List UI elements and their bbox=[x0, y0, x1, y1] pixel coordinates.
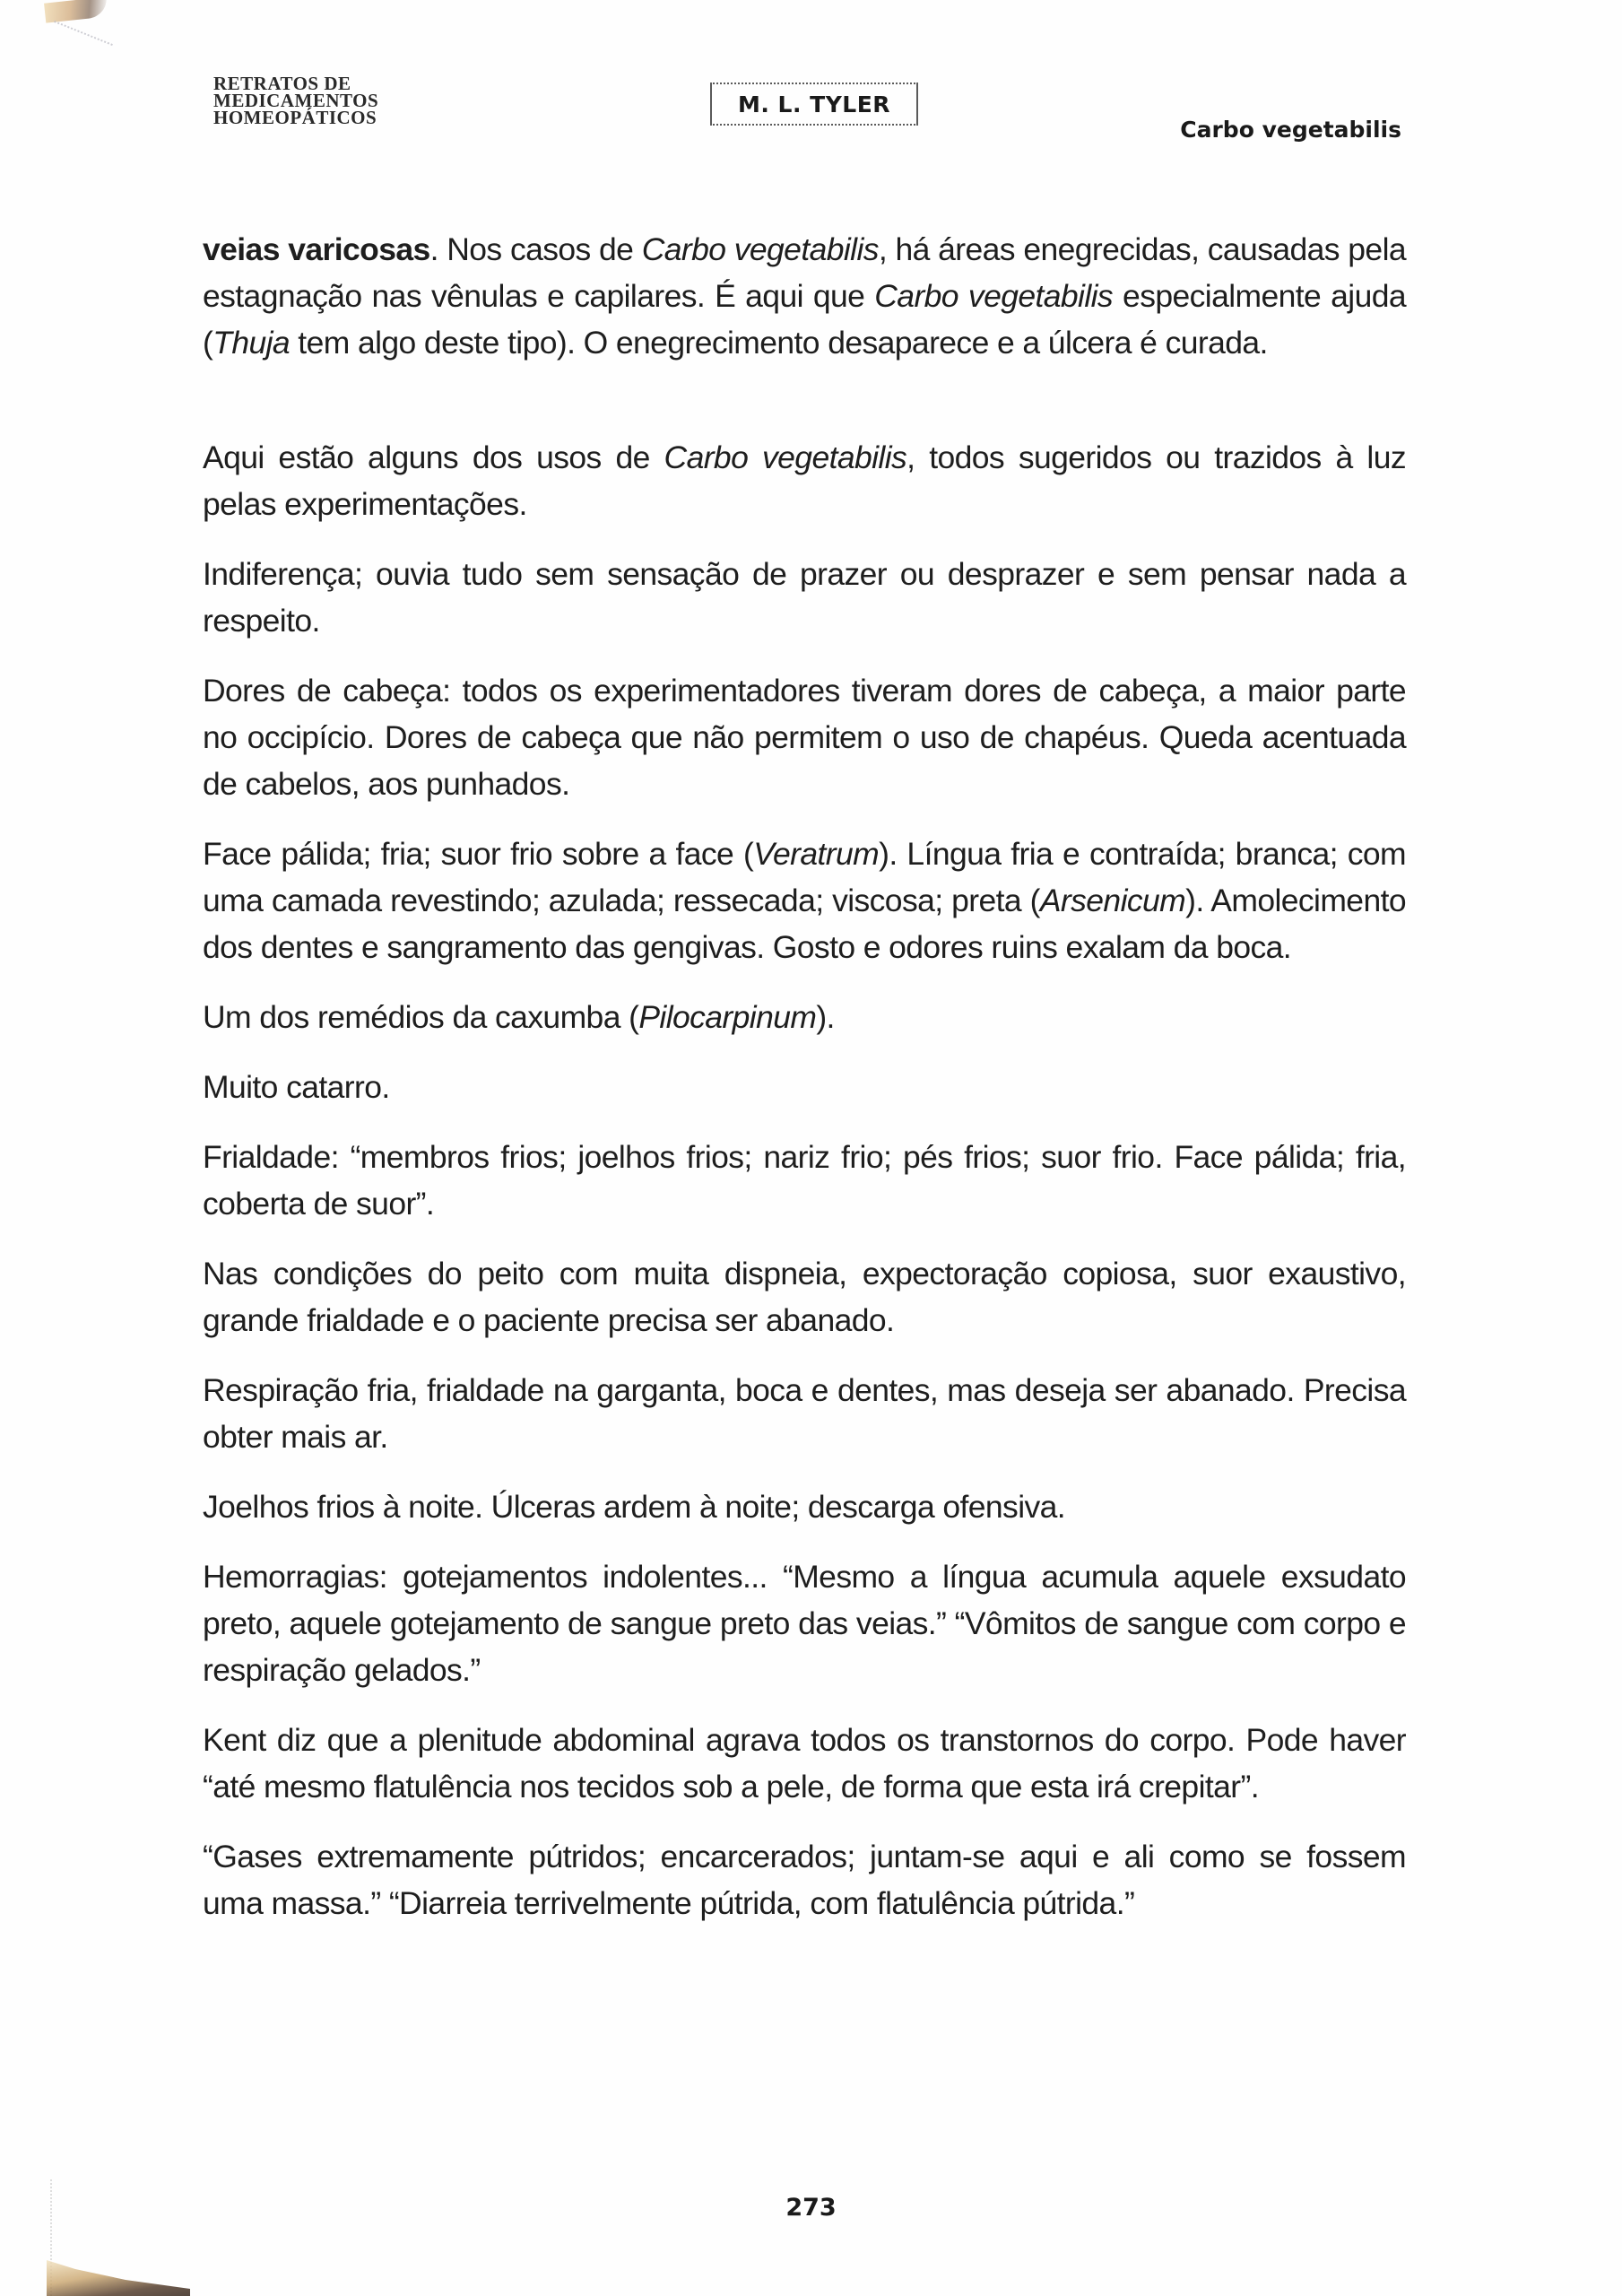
paragraph bbox=[203, 551, 1406, 644]
text-run: “Gases extremamente pútridos; encarcerados; juntam-se aqui e ali como se fossem uma massa.” “Diarreia terrivelmente pútrida, com flatulência pútrida.” bbox=[203, 1839, 1406, 1921]
paragraph bbox=[203, 1717, 1406, 1810]
emphasis-text: veias varicosas bbox=[203, 231, 430, 267]
paragraph bbox=[203, 831, 1406, 970]
book-title-line: MEDICAMENTOS bbox=[213, 90, 379, 111]
text-run: especialmente ajuda ( bbox=[203, 278, 1407, 361]
text-run: ). bbox=[816, 999, 835, 1035]
remedy-name: Veratrum bbox=[753, 836, 880, 872]
page-number: 273 bbox=[785, 2194, 837, 2222]
scan-edge-artifact bbox=[44, 0, 108, 23]
text-run: Frialdade: “membros frios; joelhos frios; nariz frio; pés frios; suor frio. Face pálida; fria, coberta de suor”. bbox=[203, 1139, 1406, 1222]
body-text bbox=[203, 226, 1406, 1950]
paragraph bbox=[203, 1134, 1406, 1227]
paragraph bbox=[203, 1064, 1406, 1110]
text-run: ). Língua fria e contraída; branca; com uma camada revestindo; azulada; ressecada; viscosa; preta ( bbox=[203, 836, 1406, 918]
text-run: . Nos casos de bbox=[429, 231, 642, 267]
text-run: tem algo deste tipo). O enegrecimento desaparece e a úlcera é curada. bbox=[290, 325, 1268, 361]
text-run: Indiferença; ouvia tudo sem sensação de prazer ou desprazer e sem pensar nada a respeito. bbox=[203, 556, 1406, 639]
text-run: Nas condições do peito com muita dispneia, expectoração copiosa, suor exaustivo, grande frialdade e o paciente precisa ser abanado. bbox=[203, 1256, 1406, 1338]
paragraph bbox=[203, 667, 1406, 807]
book-title-line: HOMEOPÁTICOS bbox=[213, 107, 377, 128]
remedy-name: Thuja bbox=[213, 325, 291, 361]
remedy-name: Carbo vegetabilis bbox=[874, 278, 1114, 314]
text-run: Joelhos frios à noite. Úlceras ardem à noite; descarga ofensiva. bbox=[203, 1489, 1066, 1525]
paragraph bbox=[203, 434, 1406, 527]
text-run: Face pálida; fria; suor frio sobre a face ( bbox=[203, 836, 754, 872]
paragraph bbox=[203, 994, 1406, 1040]
remedy-name: Carbo vegetabilis bbox=[664, 439, 907, 475]
text-run: ). Amolecimento dos dentes e sangramento das gengivas. Gosto e odores ruins exalam da boca. bbox=[203, 883, 1406, 965]
author-box bbox=[710, 83, 918, 126]
text-run: , todos sugeridos ou trazidos à luz pelas experimentações. bbox=[203, 439, 1407, 522]
scan-edge-artifact bbox=[47, 2260, 190, 2296]
paragraph bbox=[203, 1250, 1406, 1344]
text-run: Kent diz que a plenitude abdominal agrava todos os transtornos do corpo. Pode haver “até mesmo flatulência nos tecidos sob a pele, de forma que esta irá crepitar”. bbox=[203, 1722, 1406, 1805]
text-run: Aqui estão alguns dos usos de bbox=[203, 439, 664, 475]
paragraph bbox=[203, 1553, 1406, 1693]
paragraph bbox=[203, 1483, 1406, 1530]
remedy-name: Pilocarpinum bbox=[638, 999, 817, 1035]
chapter-title: Carbo vegetabilis bbox=[1180, 117, 1401, 143]
author-name: M. L. TYLER bbox=[737, 91, 891, 117]
book-title bbox=[213, 75, 402, 126]
book-title-line: RETRATOS DE bbox=[213, 73, 351, 94]
remedy-name: Carbo vegetabilis bbox=[641, 231, 879, 267]
remedy-name: Arsenicum bbox=[1039, 883, 1186, 918]
paragraph bbox=[203, 1833, 1406, 1926]
text-run: Um dos remédios da caxumba ( bbox=[203, 999, 639, 1035]
text-run: Respiração fria, frialdade na garganta, boca e dentes, mas deseja ser abanado. Precisa obter mais ar. bbox=[203, 1372, 1406, 1455]
paragraph bbox=[203, 226, 1406, 366]
text-run: Muito catarro. bbox=[203, 1069, 390, 1105]
paragraph bbox=[203, 1367, 1406, 1460]
scan-edge-line bbox=[54, 21, 113, 46]
text-run: Dores de cabeça: todos os experimentadores tiveram dores de cabeça, a maior parte no occipício. Dores de cabeça que não permitem o uso de chapéus. Queda acentuada de cabelos, aos punhados. bbox=[203, 673, 1406, 802]
text-run: , há áreas enegrecidas, causadas pela estagnação nas vênulas e capilares. É aqui que bbox=[203, 231, 1407, 314]
text-run: Hemorragias: gotejamentos indolentes... “Mesmo a língua acumula aquele exsudato preto, aquele gotejamento de sangue preto das veias.” “Vômitos de sangue com corpo e respiração gelados.” bbox=[203, 1559, 1406, 1688]
